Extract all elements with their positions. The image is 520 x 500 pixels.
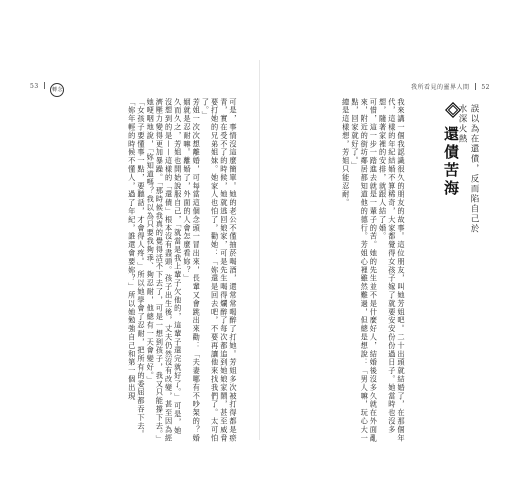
left-page-header bbox=[30, 82, 64, 97]
chapter-subtitle: 誤以為在還債，反而陷自己於水深火熱 bbox=[457, 104, 479, 234]
right-page-header bbox=[411, 82, 490, 91]
chapter-title-block bbox=[426, 100, 486, 240]
series-logo: 轉念 bbox=[50, 83, 64, 97]
right-page-body-text: 我來講一個我認識很久的朋友的故事。這位朋友，叫她芳姐吧。二十出頭就結婚了，在那個年代，這樣的年紀結婚不算稀奇，大家都覺得女孩子嫁了就要安安份份過日子。她當時也沒多想，隨著家裡的安排，就跟人結了婚。 可惜，這一步一踏進去就是一輩子的苦。她的先生並不是什麼好人，結婚後沒多久就在外面亂來，附近的街坊鄰居都知道他的德行。芳姐心裡雖然難過，但總是想說：「男人嘛，玩心大一點，回家就好了。」 總是這樣想，芳姐只能忍耐。 bbox=[341, 98, 406, 443]
header-divider bbox=[475, 83, 476, 90]
header-divider bbox=[44, 82, 45, 89]
left-page-number: 53 bbox=[30, 83, 39, 90]
right-page-number: 52 bbox=[481, 84, 490, 91]
left-page-body-text: 可是，事情沒這麼簡單。她的老公不僅抽菸喝酒，還常常喝醉了打她。芳姐多次被打得都是瘀青，實在受不了的時候，她就逃回娘家，可是先生喝得爛醉了每次都追到她娘家鬧，甚至威脅要打她的兄弟姐妹。她家人也怕了，勸她：「妳還是回去吧，不要再讓他來找我們了。太可怕了。」 芳姐一次次想離婚，可每當這個念頭一冒出來，長輩又會跳出來勸：「夫妻哪有不吵架的？婚姻就是忍耐嘛。離婚了，外面的人會怎麼看妳？」 久而久之，芳姐也開始說服自己，「就當是我上輩子欠他的，這輩子還完就好了。」可是，她沒想到的是——這樣的「還債」根本沒有盡頭。孩子出生後，丈夫仍然沒有改變，甚至因為經濟壓力變得更加暴躁。「那時候我真的覺得活不下去了，可是一想到孩子，我又只能撐下去。」她哽咽地說，「妳知道嗎？我以為只要我夠乖、夠忍耐，他總有一天會變好。」 「女孩子要懂事一點，要聽話，才會得人疼。」所以她學會了忍耐，把所有的委屈都吞下去。 「妳年輕的時候不懂人，過了年紀，誰還會要妳？」所以她勉強自己和第一個出現 bbox=[127, 98, 238, 443]
right-page bbox=[260, 0, 520, 500]
chapter-title: 還債苦海 bbox=[442, 126, 460, 198]
running-header-title: 我所看見的靈界人間 bbox=[411, 84, 470, 91]
